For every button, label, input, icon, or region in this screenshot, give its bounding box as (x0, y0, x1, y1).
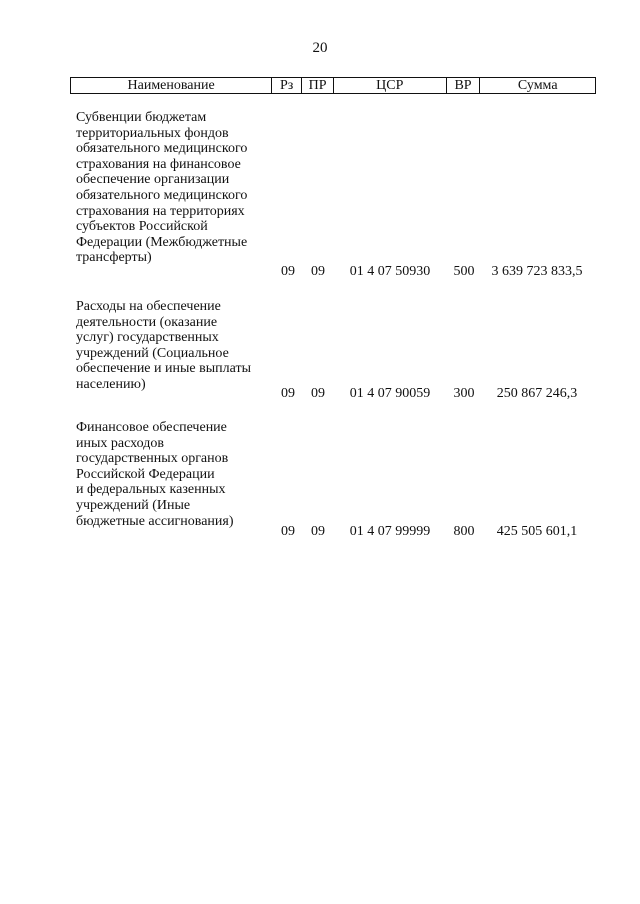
row-vr: 500 (453, 264, 475, 279)
row-csr: 01 4 07 99999 (349, 524, 431, 539)
row-name: Финансовое обеспечение иных расходов государственных органов Российской Федерации и федеральных казенных учреждений (Иные бюджетные ассигнования) (76, 420, 234, 529)
row-vr: 800 (453, 524, 475, 539)
row-pr: 09 (311, 264, 325, 279)
header-name: Наименование (71, 78, 272, 93)
header-sum: Сумма (517, 78, 558, 93)
row-pr: 09 (311, 386, 325, 401)
row-sum: 3 639 723 833,5 (491, 264, 583, 279)
row-pr: 09 (311, 524, 325, 539)
row-rz: 09 (281, 386, 295, 401)
row-csr: 01 4 07 50930 (349, 264, 431, 279)
row-sum: 425 505 601,1 (496, 524, 578, 539)
table-header (70, 77, 596, 94)
page-number: 20 (312, 40, 328, 56)
header-pr: ПР (302, 78, 334, 93)
row-csr: 01 4 07 90059 (349, 386, 431, 401)
row-name: Расходы на обеспечение деятельности (оказание услуг) государственных учреждений (Социальное обеспечение и иные выплаты населению) (76, 299, 251, 392)
header-rz: Рз (272, 78, 302, 93)
row-rz: 09 (281, 524, 295, 539)
row-name: Субвенции бюджетам территориальных фондов обязательного медицинского страхования на финансовое обеспечение организации обязательного медицинского страхования на территориях субъектов Российской Федерации (Межбюджетные трансферты) (76, 110, 248, 266)
row-sum: 250 867 246,3 (496, 386, 578, 401)
header-csr: ЦСР (334, 78, 447, 93)
row-vr: 300 (453, 386, 475, 401)
row-rz: 09 (281, 264, 295, 279)
header-vr: ВР (447, 78, 481, 93)
